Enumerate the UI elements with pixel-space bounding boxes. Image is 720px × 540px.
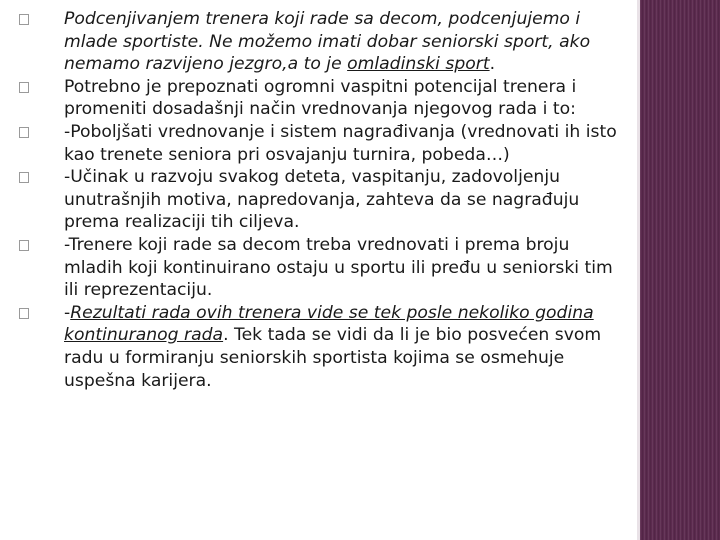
bullet-item-1 (18, 8, 630, 76)
bullet-6-text: . Tek tada se vidi da li je bio posvećen svom radu u formiranju seniorskih sportista kojima se osmehuje uspešna karijera. (64, 325, 602, 391)
bullet-1-emphasis: omladinski sport (347, 54, 490, 75)
bullet-item-4 (18, 166, 630, 234)
checkbox-square-icon (19, 308, 29, 319)
bullet-2-text: Potrebno je prepoznati ogromni vaspitni potencijal trenera i promeniti dosadašnji način vrednovanja njegovog rada i to: (64, 76, 577, 120)
bullet-item-3 (18, 121, 630, 166)
bullet-item-6 (18, 302, 630, 392)
bullet-1-text: Podcenjivanjem trenera koji rade sa decom, podcenjujemo i mlade sportiste. Ne možemo imati dobar seniorski sport, ako nemamo razvijeno jezgro,a to je (64, 9, 591, 75)
checkbox-square-icon (19, 82, 29, 93)
bullet-6-emphasis: Rezultati rada ovih trenera vide se tek posle nekoliko godina kontinuranog rada (64, 302, 594, 346)
bullet-6-dash: - (64, 302, 71, 323)
checkbox-square-icon (19, 172, 29, 183)
bullet-3-text: -Poboljšati vrednovanje i sistem nagrađivanja (vrednovati ih isto kao trenete seniora pri osvajanju turnira, pobeda…) (64, 121, 617, 165)
decorative-sidebar (640, 0, 720, 540)
bullet-5-text: -Trenere koji rade sa decom treba vrednovati i prema broju mladih koji kontinuirano ostaju u sportu ili pređu u seniorski tim ili reprezentaciju. (64, 234, 613, 301)
bullet-1-end: . (489, 54, 496, 75)
checkbox-square-icon (19, 127, 29, 138)
bullet-item-2 (18, 76, 630, 121)
slide-body (18, 6, 630, 392)
checkbox-square-icon (19, 14, 29, 25)
checkbox-square-icon (19, 240, 29, 251)
bullet-item-5 (18, 234, 630, 302)
bullet-4-text: -Učinak u razvoju svakog deteta, vaspitanju, zadovoljenju unutrašnjih motiva, napredovanja, zahteva da se nagrađuju prema realizaciji tih ciljeva. (64, 167, 580, 233)
